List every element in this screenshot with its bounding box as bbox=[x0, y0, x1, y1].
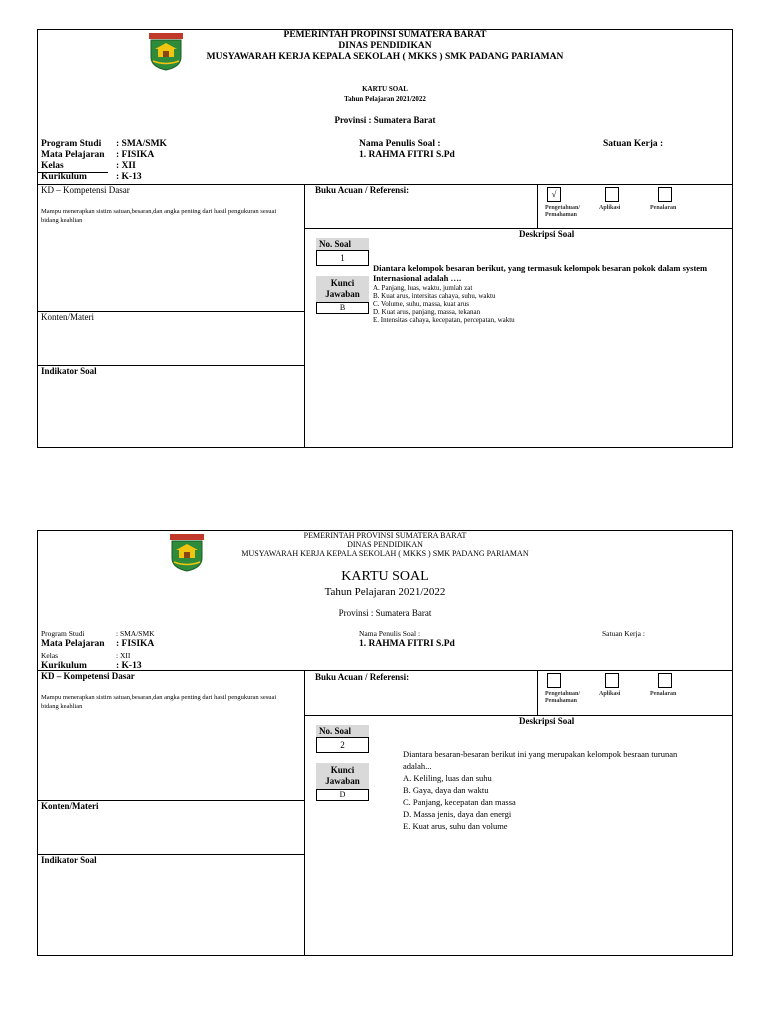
kunci-label-line-1: Kunci bbox=[330, 765, 355, 775]
penulis-block bbox=[359, 139, 455, 161]
buku-divider bbox=[304, 715, 732, 716]
penulis-label: Nama Penulis Soal : bbox=[359, 629, 421, 638]
option-c: C. Panjang, kecepatan dan massa bbox=[403, 797, 516, 807]
konten-label: Konten/Materi bbox=[41, 801, 99, 811]
level-checkbox-pengetahuan[interactable]: √ bbox=[547, 187, 561, 202]
kunci-label-line-2: Jawaban bbox=[325, 289, 360, 299]
no-soal-value: 1 bbox=[316, 251, 369, 266]
satuan-kerja-label: Satuan Kerja : bbox=[603, 139, 664, 149]
konten-label: Konten/Materi bbox=[41, 312, 94, 322]
question-text: Diantara besaran-besaran berikut ini yang merupakan kelompok besraan turunan adalah... bbox=[403, 749, 678, 771]
kd-label: KD – Kompetensi Dasar bbox=[41, 671, 135, 681]
question-text: Diantara kelompok besaran berikut, yang termasuk kelompok besaran pokok dalam system Internasional adalah …. bbox=[373, 263, 708, 283]
mapel-label: Mata Pelajaran bbox=[41, 150, 105, 160]
header-line-3: MUSYAWARAH KERJA KEPALA SEKOLAH ( MKKS ) SMK PADANG PARIAMAN bbox=[241, 549, 529, 558]
kunci-value: B bbox=[316, 303, 369, 314]
kelas-label: Kelas bbox=[41, 161, 64, 171]
program-value: : SMA/SMK bbox=[116, 629, 155, 638]
penulis-block bbox=[359, 628, 455, 650]
level-label-aplikasi: Aplikasi bbox=[599, 205, 621, 211]
mapel-label: Mata Pelajaran bbox=[41, 639, 105, 649]
level-label-penalaran: Penalaran bbox=[650, 691, 677, 697]
level-checkbox-aplikasi[interactable] bbox=[605, 673, 619, 688]
level-checkbox-penalaran[interactable] bbox=[658, 187, 672, 202]
level-label-penalaran: Penalaran bbox=[650, 205, 677, 211]
kunci-value: D bbox=[316, 790, 369, 801]
no-soal-value: 2 bbox=[316, 738, 369, 753]
deskripsi-label: Deskripsi Soal bbox=[519, 716, 575, 726]
level-checkbox-pengetahuan[interactable] bbox=[547, 673, 561, 688]
info-labels bbox=[41, 139, 105, 183]
level-checkbox-aplikasi[interactable] bbox=[605, 187, 619, 202]
mapel-value: : FISIKA bbox=[116, 150, 155, 160]
indikator-label: Indikator Soal bbox=[41, 366, 97, 376]
indikator-label: Indikator Soal bbox=[41, 855, 97, 865]
kd-text: Mampu menerapkan sistim satuan,besaran,dan angka penting dari hasil pengukuran sesuai bidang keahlian bbox=[41, 208, 277, 224]
kunci-jawaban-box bbox=[316, 763, 369, 801]
buku-divider bbox=[304, 228, 732, 229]
option-d: D. Massa jenis, daya dan energi bbox=[403, 809, 512, 819]
kelas-value: : XII bbox=[116, 651, 131, 660]
kelas-label: Kelas bbox=[41, 651, 59, 660]
card-title: KARTU SOAL bbox=[341, 569, 429, 584]
option-e: E. Kuat arus, suhu dan volume bbox=[403, 821, 508, 831]
level-divider bbox=[537, 670, 538, 715]
satuan-kerja-label: Satuan Kerja : bbox=[602, 629, 645, 638]
buku-acuan-label: Buku Acuan / Referensi: bbox=[315, 672, 410, 682]
kurikulum-value: : K-13 bbox=[116, 172, 142, 182]
level-label-pengetahuan: Pengetahuan/ Pemahaman bbox=[545, 205, 581, 218]
kd-label: KD – Kompetensi Dasar bbox=[41, 185, 130, 195]
info-labels bbox=[41, 628, 105, 672]
info-values bbox=[116, 628, 155, 672]
penulis-value: 1. RAHMA FITRI S.Pd bbox=[359, 150, 455, 160]
mapel-value: : FISIKA bbox=[116, 639, 155, 649]
column-divider bbox=[304, 670, 305, 955]
info-values bbox=[116, 139, 167, 183]
no-soal-box bbox=[316, 725, 369, 753]
header-line-2: DINAS PENDIDIKAN bbox=[338, 41, 432, 51]
header-line-1: PEMERINTAH PROVINSI SUMATERA BARAT bbox=[303, 531, 467, 540]
province-label: Provinsi : Sumatera Barat bbox=[338, 608, 432, 618]
option-e: E. Intensitas cahaya, kecepatan, percepatan, waktu bbox=[373, 316, 515, 324]
kunci-label-line-1: Kunci bbox=[330, 278, 355, 288]
header-line-3: MUSYAWARAH KERJA KEPALA SEKOLAH ( MKKS ) SMK PADANG PARIAMAN bbox=[206, 52, 564, 62]
kunci-label-line-2: Jawaban bbox=[325, 776, 360, 786]
answer-options bbox=[373, 284, 723, 324]
question-card-2 bbox=[37, 530, 733, 956]
option-a: A. Panjang, luas, waktu, jumlah zat bbox=[373, 284, 473, 292]
kunci-label bbox=[316, 763, 369, 790]
penulis-label: Nama Penulis Soal : bbox=[359, 139, 441, 149]
no-soal-box bbox=[316, 238, 369, 266]
option-b: B. Kuat arus, intersitas cahaya, suhu, waktu bbox=[373, 292, 496, 300]
school-year: Tahun Pelajaran 2021/2022 bbox=[344, 95, 426, 103]
grid-divider bbox=[38, 670, 732, 671]
header-line-1: PEMERINTAH PROPINSI SUMATERA BARAT bbox=[283, 30, 487, 40]
no-soal-label: No. Soal bbox=[316, 238, 369, 251]
kurikulum-underline bbox=[38, 172, 108, 173]
option-a: A. Keliling, luas dan suhu bbox=[403, 773, 492, 783]
card-title: KARTU SOAL bbox=[362, 85, 408, 93]
level-divider bbox=[537, 184, 538, 228]
header-block bbox=[38, 531, 732, 558]
level-label-aplikasi: Aplikasi bbox=[599, 691, 621, 697]
level-checkbox-penalaran[interactable] bbox=[658, 673, 672, 688]
province-label: Provinsi : Sumatera Barat bbox=[334, 115, 436, 125]
program-value: : SMA/SMK bbox=[116, 139, 167, 149]
kunci-label bbox=[316, 276, 369, 303]
option-b: B. Gaya, daya dan waktu bbox=[403, 785, 489, 795]
school-year: Tahun Pelajaran 2021/2022 bbox=[324, 586, 446, 598]
header-line-2: DINAS PENDIDIKAN bbox=[347, 540, 423, 549]
answer-options bbox=[403, 772, 703, 832]
column-divider bbox=[304, 184, 305, 447]
kurikulum-label: Kurikulum bbox=[41, 661, 87, 671]
penulis-value: 1. RAHMA FITRI S.Pd bbox=[359, 639, 455, 649]
kunci-jawaban-box bbox=[316, 276, 369, 314]
deskripsi-label: Deskripsi Soal bbox=[519, 229, 575, 239]
level-label-pengetahuan: Pengetahuan/ Pemahaman bbox=[545, 691, 581, 704]
buku-underline bbox=[409, 670, 537, 671]
option-c: C. Volume, suhu, massa, kuat arus bbox=[373, 300, 469, 308]
no-soal-label: No. Soal bbox=[316, 725, 369, 738]
option-d: D. Kuat arus, panjang, massa, tekanan bbox=[373, 308, 481, 316]
kelas-value: : XII bbox=[116, 161, 136, 171]
program-label: Program Studi bbox=[41, 629, 85, 638]
kd-text: Mampu menerapkan sistim satuan,besaran,dan angka penting dari hasil pengukuran sesuai bidang keahlian bbox=[41, 694, 277, 710]
program-label: Program Studi bbox=[41, 139, 102, 149]
kurikulum-value: : K-13 bbox=[116, 661, 142, 671]
kurikulum-label: Kurikulum bbox=[41, 172, 87, 182]
buku-acuan-label: Buku Acuan / Referensi: bbox=[315, 185, 410, 195]
question-card-1 bbox=[37, 29, 733, 448]
